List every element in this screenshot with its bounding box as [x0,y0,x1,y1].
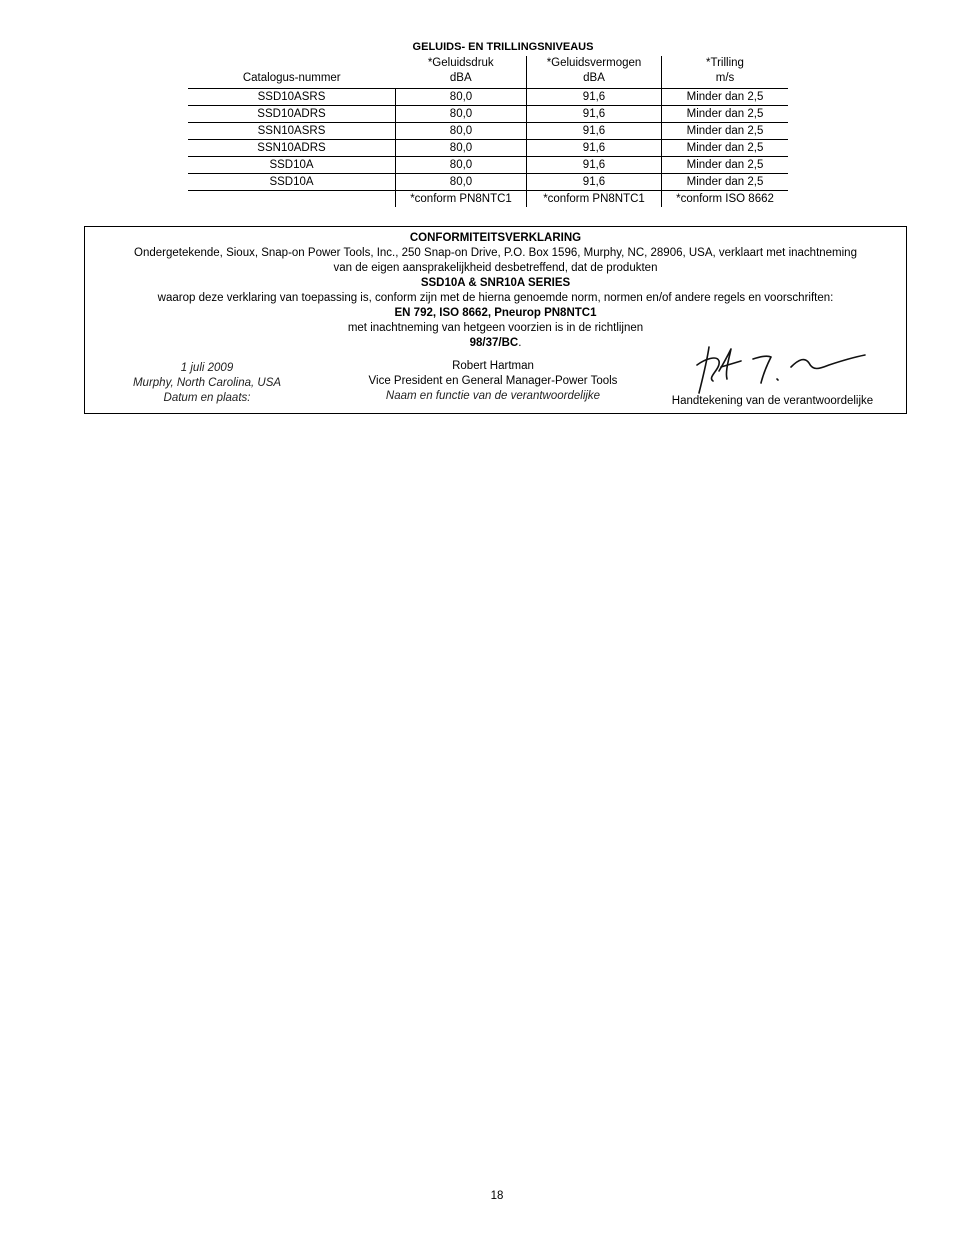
cell-vibration: Minder dan 2,5 [662,106,789,123]
signer-name: Robert Hartman [452,360,534,372]
cell-catalog: SSD10ASRS [188,89,396,106]
header-vibration-line2: m/s [715,72,735,84]
table-row [188,157,788,174]
cell-pressure: 80,0 [396,157,527,174]
cell-catalog: SSN10ADRS [188,140,396,157]
cell-catalog: SSD10ADRS [188,106,396,123]
declaration-standards: EN 792, ISO 8662, Pneurop PN8NTC1 [394,307,597,319]
noise-table-title: GELUIDS- EN TRILLINGSNIVEAUS [412,41,594,53]
name-function-label: Naam en functie van de verantwoordelijke [385,390,601,402]
declaration-applies-text: waarop deze verklaring van toepassing is, conform zijn met de hierna genoemde norm, normen en/of andere regels en voorschriften: [157,292,834,304]
cell-power: 91,6 [527,89,662,106]
declaration-directive-period: . [518,337,522,349]
cell-vibration: Minder dan 2,5 [662,123,789,140]
cell-vibration: Minder dan 2,5 [662,89,789,106]
header-pressure [396,56,527,89]
table-row [188,140,788,157]
cell-catalog: SSD10A [188,157,396,174]
table-footnote-row [188,191,788,208]
footnote-power: *conform PN8NTC1 [527,191,662,208]
header-power-line1: *Geluidsvermogen [546,57,642,69]
cell-pressure: 80,0 [396,123,527,140]
cell-pressure: 80,0 [396,140,527,157]
cell-catalog: SSD10A [188,174,396,191]
signature-label: Handtekening van de verantwoordelijke [671,395,874,407]
cell-vibration: Minder dan 2,5 [662,157,789,174]
cell-pressure: 80,0 [396,89,527,106]
table-row [188,123,788,140]
table-row [188,174,788,191]
header-vibration [662,56,789,89]
header-power [527,56,662,89]
cell-power: 91,6 [527,157,662,174]
declaration-box [84,226,907,414]
header-pressure-line2: dBA [449,72,472,84]
declaration-title: CONFORMITEITSVERKLARING [409,232,582,244]
cell-pressure: 80,0 [396,106,527,123]
footnote-empty-cell [188,191,396,208]
footnote-pressure: *conform PN8NTC1 [396,191,527,208]
cell-pressure: 80,0 [396,174,527,191]
header-catalog: Catalogus-nummer [188,56,396,89]
cell-vibration: Minder dan 2,5 [662,174,789,191]
declaration-directive-text: met inachtneming van hetgeen voorzien is in de richtlijnen [347,322,644,334]
table-header-row [188,56,788,89]
footnote-vibration: *conform ISO 8662 [676,192,774,205]
cell-power: 91,6 [527,106,662,123]
signer-block [343,359,643,404]
page-number: 18 [490,1190,504,1202]
header-pressure-line1: *Geluidsdruk [427,57,494,69]
declaration-date: 1 juli 2009 [180,362,234,374]
handwritten-signature [695,341,875,397]
header-power-line2: dBA [583,72,605,84]
cell-power: 91,6 [527,174,662,191]
declaration-directive: 98/37/BC [469,337,519,349]
declaration-intro-line1: Ondergetekende, Sioux, Snap-on Power Tools, Inc., 250 Snap-on Drive, P.O. Box 1596, Murphy, NC, 28906, USA, verklaart met inachtneming [134,247,857,259]
cell-catalog: SSN10ASRS [188,123,396,140]
declaration-place: Murphy, North Carolina, USA [132,377,282,389]
noise-vibration-table [188,56,788,207]
table-row [188,89,788,106]
cell-vibration: Minder dan 2,5 [662,140,789,157]
header-vibration-line1: *Trilling [706,57,744,69]
cell-power: 91,6 [527,123,662,140]
declaration-intro-line2: van de eigen aansprakelijkheid desbetreffend, dat de produkten [333,262,658,274]
declaration-product: SSD10A & SNR10A SERIES [420,277,571,289]
table-row [188,106,788,123]
date-place-label: Datum en plaats: [163,392,251,404]
cell-power: 91,6 [527,140,662,157]
date-place-block [107,361,307,406]
signer-title: Vice President en General Manager-Power Tools [368,375,618,387]
